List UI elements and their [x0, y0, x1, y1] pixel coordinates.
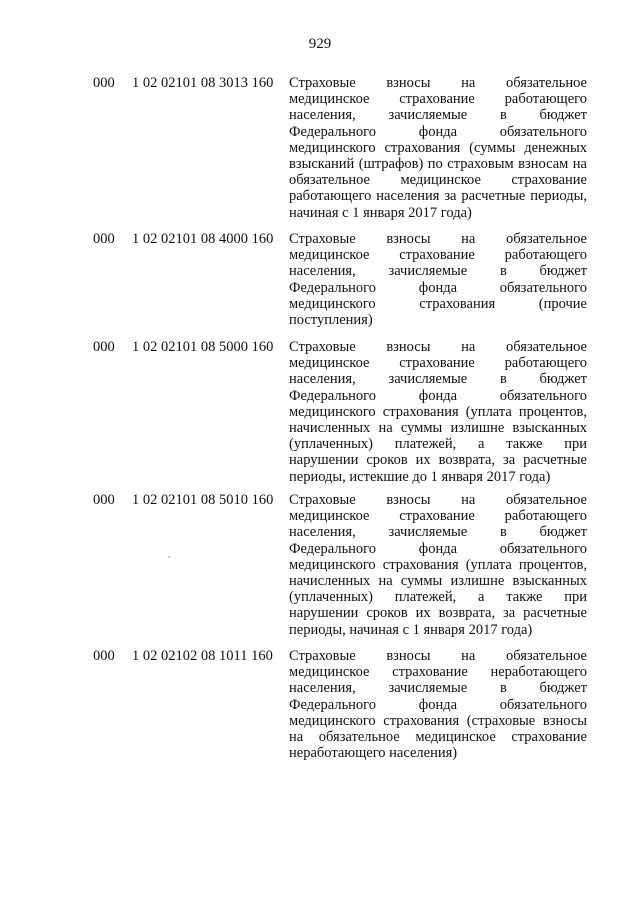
budget-classification-code: 1 02 02101 08 4000 160 [132, 231, 274, 247]
budget-classification-code: 1 02 02101 08 5010 160 [132, 492, 274, 508]
page-number: 929 [308, 36, 332, 52]
entry-description: Страховые взносы на обязательное медицинское страхование работающего населения, зачисляемые в бюджет Федерального фонда обязательного медицинского страхования (уплата процентов, начисленных на суммы излишне взысканных (уплаченных) платежей, а также при нарушении сроков их возврата, за расчетные периоды, истекшие до 1 января 2017 года) [289, 339, 587, 485]
entry-description: Страховые взносы на обязательное медицинское страхование работающего населения, зачисляемые в бюджет Федерального фонда обязательного медицинского страхования (уплата процентов, начисленных на суммы излишне взысканных (уплаченных) платежей, а также при нарушении сроков их возврата, за расчетные периоды, начиная с 1 января 2017 года) [289, 492, 587, 638]
administrator-code: 000 [93, 75, 115, 91]
entry-description: Страховые взносы на обязательное медицинское страхование работающего населения, зачисляемые в бюджет Федерального фонда обязательного медицинского страхования (суммы денежных взысканий (штрафов) по страховым взносам на обязательное медицинское страхование работающего населения за расчетные периоды, начиная с 1 января 2017 года) [289, 75, 587, 221]
budget-classification-code: 1 02 02102 08 1011 160 [132, 648, 273, 664]
administrator-code: 000 [93, 648, 115, 664]
budget-classification-code: 1 02 02101 08 5000 160 [132, 339, 274, 355]
entry-description: Страховые взносы на обязательное медицинское страхование неработающего населения, зачисляемые в бюджет Федерального фонда обязательного медицинского страхования (страховые взносы на обязательное медицинское страхование неработающего населения) [289, 648, 587, 762]
scan-speck [168, 556, 170, 558]
administrator-code: 000 [93, 492, 115, 508]
administrator-code: 000 [93, 231, 115, 247]
budget-classification-code: 1 02 02101 08 3013 160 [132, 75, 274, 91]
administrator-code: 000 [93, 339, 115, 355]
entry-description: Страховые взносы на обязательное медицинское страхование работающего населения, зачисляемые в бюджет Федерального фонда обязательного медицинского страхования (прочие поступления) [289, 231, 587, 329]
